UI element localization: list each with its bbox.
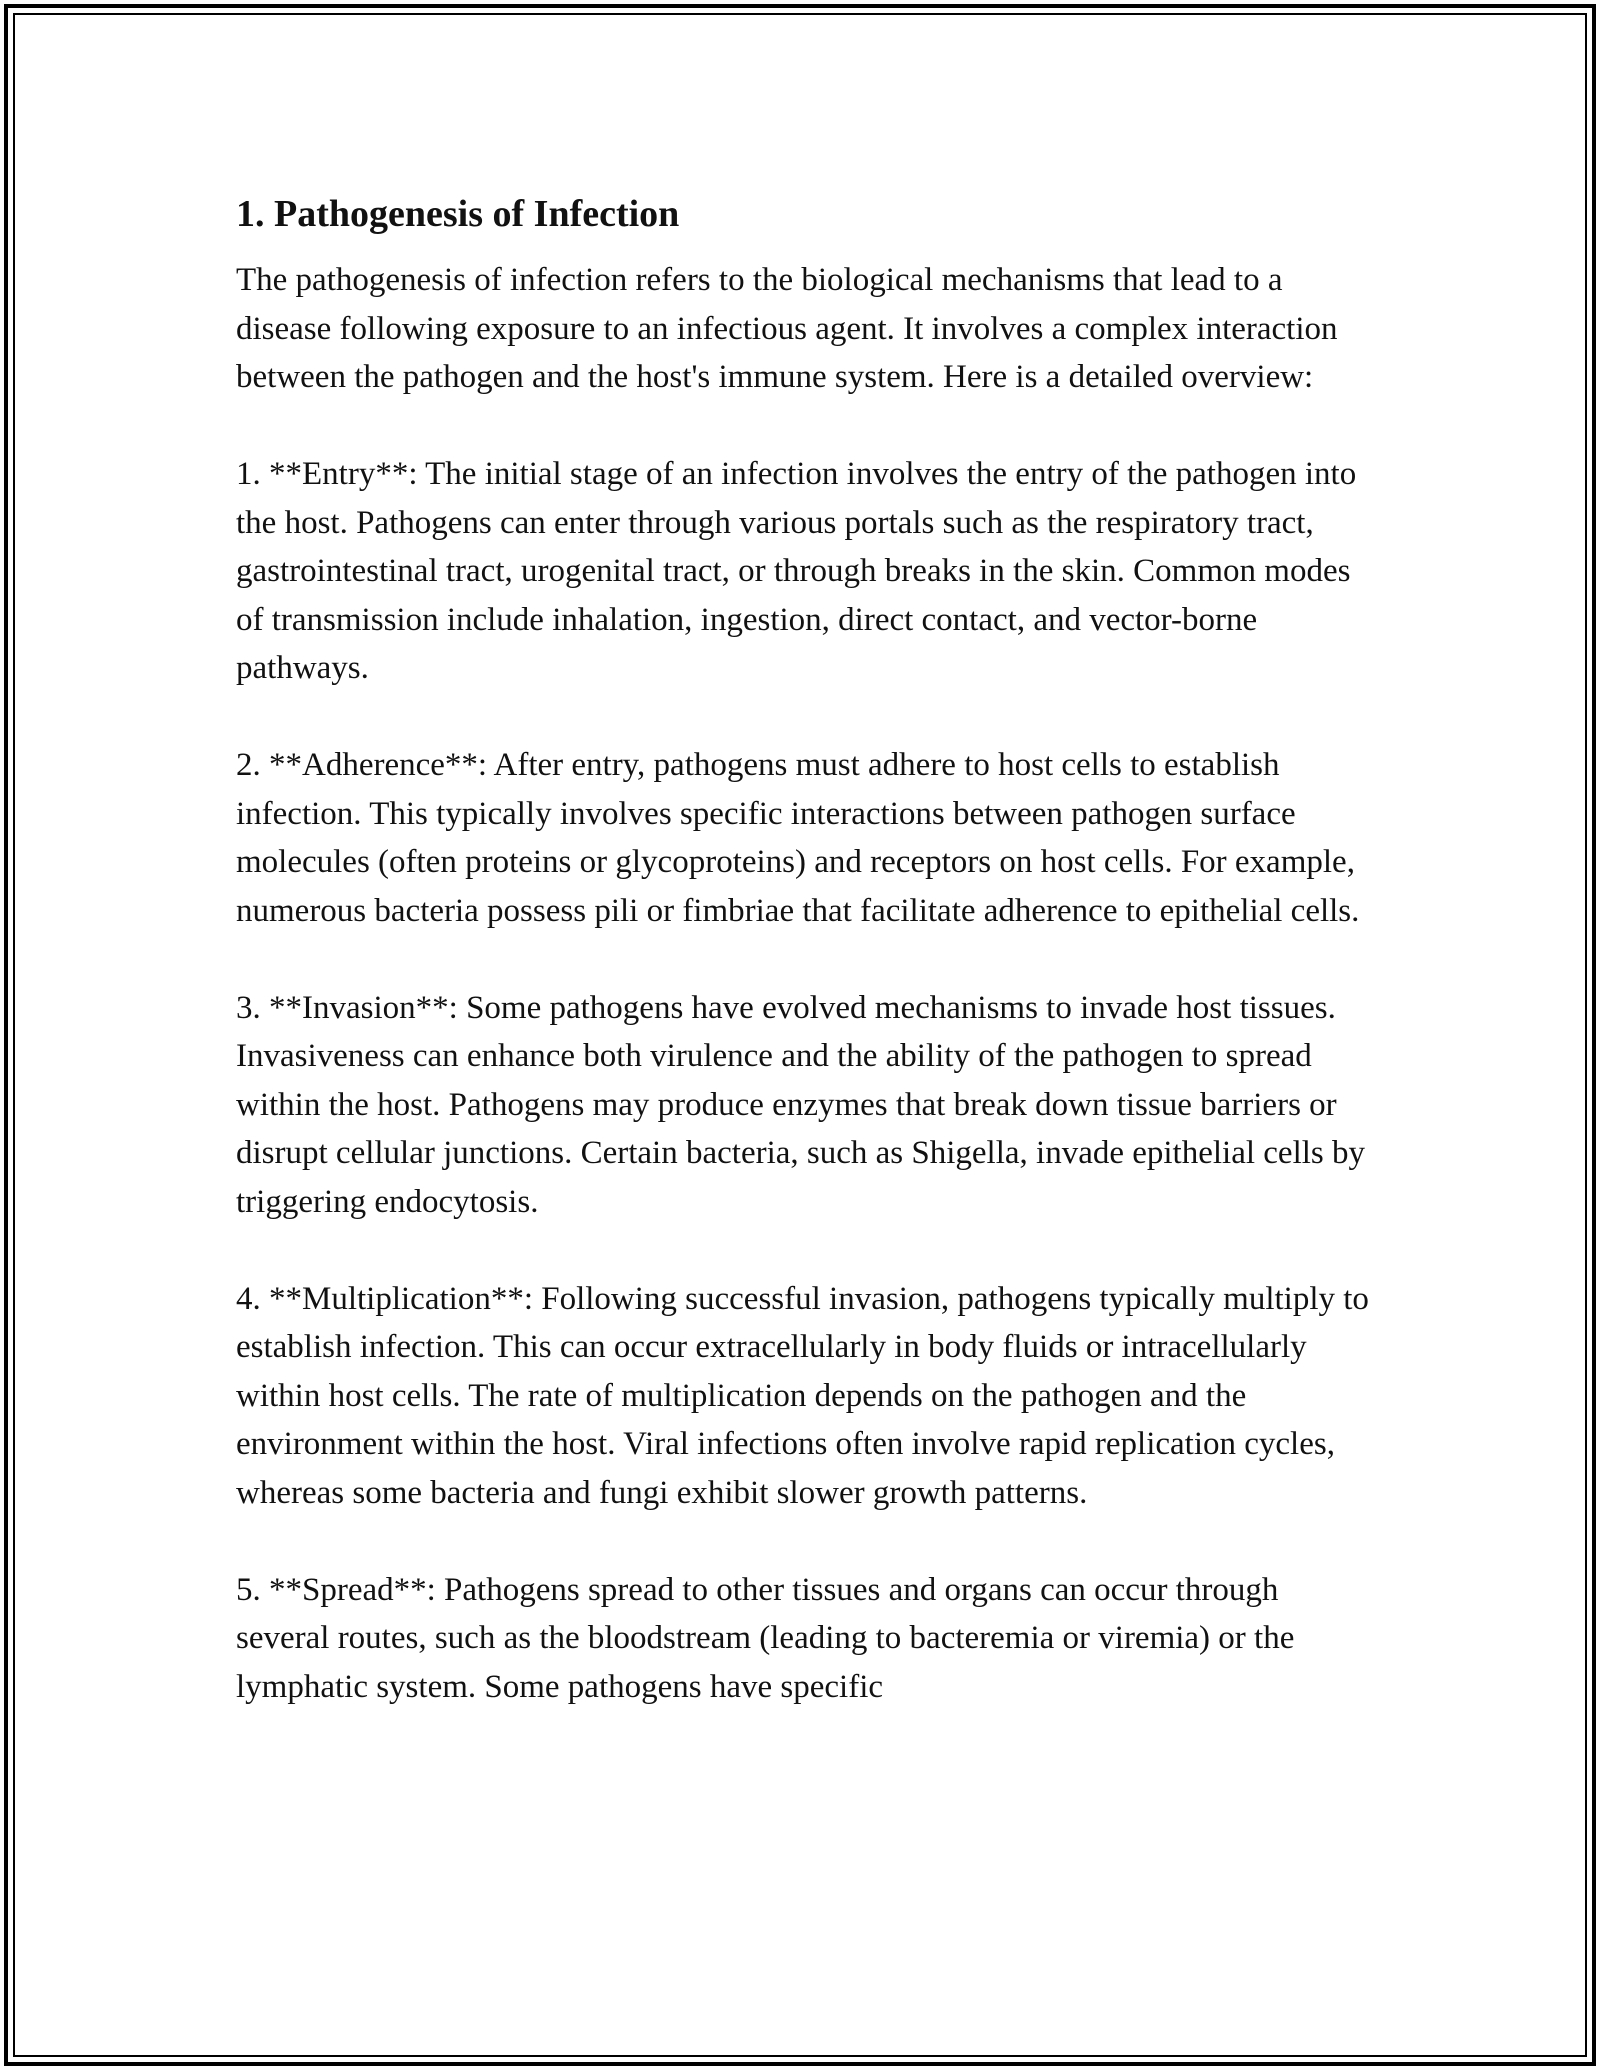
paragraph-adherence: 2. **Adherence**: After entry, pathogens must adhere to host cells to establish infection. This typically involves specific interactions between pathogen surface molecules (often proteins or glycoproteins) and receptors on host cells. For example, numerous bacteria possess pili or fimbriae that facilitate adherence to epithelial cells.: [236, 747, 1360, 929]
document-title: 1. Pathogenesis of Infection: [236, 193, 680, 235]
paragraph-spread: 5. **Spread**: Pathogens spread to other tissues and organs can occur through several routes, such as the bloodstream (leading to bacteremia or viremia) or the lymphatic system. Some pathogens have specific: [236, 1571, 1295, 1705]
document-body: [236, 186, 1376, 1760]
paragraph-entry: 1. **Entry**: The initial stage of an infection involves the entry of the pathogen into the host. Pathogens can enter through various portals such as the respiratory tract, gastrointestinal tract, urogenital tract, or through breaks in the skin. Common modes of transmission include inhalation, ingestion, direct contact, and vector-borne pathways.: [236, 456, 1357, 686]
paragraph-intro: The pathogenesis of infection refers to the biological mechanisms that lead to a disease following exposure to an infectious agent. It involves a complex interaction between the pathogen and the host's immune system. Here is a detailed overview:: [236, 262, 1338, 395]
paragraph-multiplication: 4. **Multiplication**: Following successful invasion, pathogens typically multiply to establish infection. This can occur extracellularly in body fluids or intracellularly within host cells. The rate of multiplication depends on the pathogen and the environment within the host. Viral infections often involve rapid replication cycles, whereas some bacteria and fungi exhibit slower growth patterns.: [236, 1280, 1369, 1511]
paragraph-invasion: 3. **Invasion**: Some pathogens have evolved mechanisms to invade host tissues. Invasiveness can enhance both virulence and the ability of the pathogen to spread within the host. Pathogens may produce enzymes that break down tissue barriers or disrupt cellular junctions. Certain bacteria, such as Shigella, invade epithelial cells by triggering endocytosis.: [236, 989, 1365, 1220]
